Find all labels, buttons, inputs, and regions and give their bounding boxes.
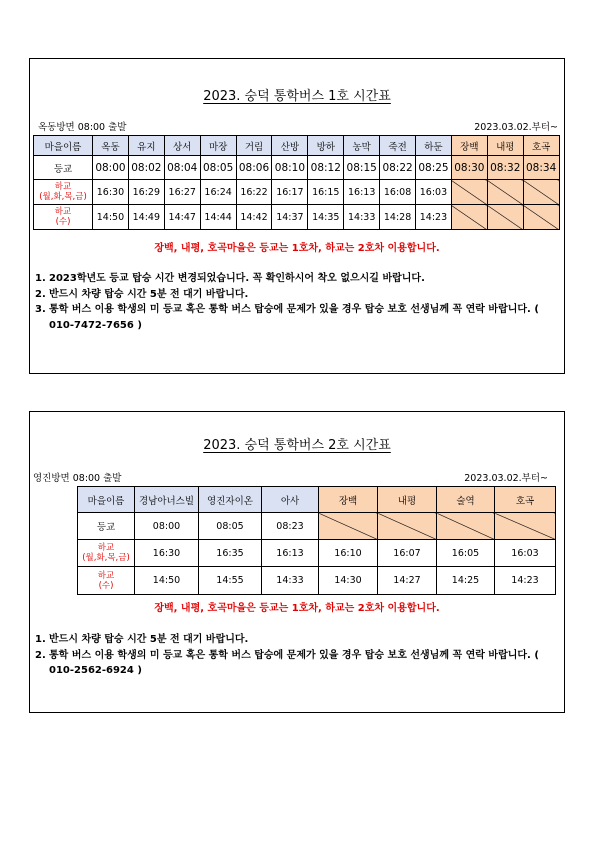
time-cell: 08:05	[199, 513, 262, 540]
bus2-notes-list	[35, 632, 560, 679]
header-cell: 옥동	[93, 136, 129, 156]
note-item: 2. 반드시 차량 탑승 시간 5분 전 대기 바랍니다.	[35, 288, 249, 300]
note-text: 반드시 차량 탑승 시간 5분 전 대기 바랍니다.	[49, 288, 249, 300]
bus1-header-row	[34, 136, 560, 156]
note-text: 2023학년도 등교 탑승 시간 변경되었습니다. 꼭 확인하시어 착오 없으시길 바랍니다.	[49, 273, 425, 284]
note-item: 1. 반드시 차량 탑승 시간 5분 전 대기 바랍니다.	[35, 634, 249, 645]
bus2-header-row	[78, 487, 556, 513]
bus1-route-label: 옥동방면 08:00 출발	[38, 122, 127, 133]
header-cell: 호곡	[523, 136, 559, 156]
time-cell: 14:30	[319, 567, 378, 595]
header-cell: 마장	[200, 136, 236, 156]
header-cell: 마을이름	[34, 136, 93, 156]
header-cell: 마을이름	[78, 487, 135, 513]
time-cell: 16:30	[135, 540, 199, 567]
time-cell: 08:34	[523, 156, 559, 180]
no-service-cell	[523, 180, 559, 205]
time-cell: 14:23	[495, 567, 556, 595]
time-cell: 16:03	[495, 540, 556, 567]
header-cell: 호곡	[495, 487, 556, 513]
note-text: 반드시 차량 탑승 시간 5분 전 대기 바랍니다.	[49, 634, 249, 645]
row-label: 하교 (수)	[78, 567, 135, 595]
header-cell: 하둔	[416, 136, 452, 156]
header-cell: 내평	[378, 487, 437, 513]
time-cell: 16:22	[236, 180, 272, 205]
time-cell: 08:25	[416, 156, 452, 180]
note-text: 통학 버스 이용 학생의 미 등교 혹은 통학 버스 탑승에 문제가 있을 경우 탑승 보호 선생님께 꼭 연락 바랍니다. ( 010-7472-7656 )	[49, 304, 539, 331]
time-cell: 08:30	[451, 156, 487, 180]
time-cell: 08:02	[128, 156, 164, 180]
time-cell: 08:22	[380, 156, 416, 180]
time-cell: 16:13	[344, 180, 380, 205]
time-cell: 14:55	[199, 567, 262, 595]
header-cell: 경남아너스빌	[135, 487, 199, 513]
time-cell: 16:35	[199, 540, 262, 567]
time-cell: 14:25	[437, 567, 495, 595]
row-label: 하교 (월,화,목,금)	[78, 540, 135, 567]
time-cell: 08:23	[262, 513, 319, 540]
bus1-timetable-panel	[29, 58, 565, 374]
no-service-cell	[378, 513, 437, 540]
bus2-row-morning	[78, 513, 556, 540]
header-cell: 상서	[164, 136, 200, 156]
time-cell: 16:05	[437, 540, 495, 567]
time-cell: 14:27	[378, 567, 437, 595]
time-cell: 14:50	[135, 567, 199, 595]
header-cell: 장백	[451, 136, 487, 156]
header-cell: 술역	[437, 487, 495, 513]
no-service-cell	[437, 513, 495, 540]
bus1-row-afternoon	[34, 180, 560, 205]
header-cell: 거림	[236, 136, 272, 156]
bus1-schedule-table	[33, 135, 560, 230]
row-label: 하교 (수)	[34, 205, 93, 230]
no-service-cell	[487, 205, 523, 230]
time-cell: 14:42	[236, 205, 272, 230]
header-cell: 유지	[128, 136, 164, 156]
row-label: 하교 (월,화,목,금)	[34, 180, 93, 205]
no-service-cell	[319, 513, 378, 540]
time-cell: 16:29	[128, 180, 164, 205]
time-cell: 08:10	[272, 156, 308, 180]
note-text: 통학 버스 이용 학생의 미 등교 혹은 통학 버스 탑승에 문제가 있을 경우 탑승 보호 선생님께 꼭 연락 바랍니다. ( 010-2562-6924 )	[49, 649, 539, 676]
time-cell: 08:04	[164, 156, 200, 180]
no-service-cell	[523, 205, 559, 230]
no-service-cell	[495, 513, 556, 540]
note-item: 3. 통학 버스 이용 학생의 미 등교 혹은 통학 버스 탑승에 문제가 있을 경우 탑승 보호 선생님께 꼭 연락 바랍니다. ( 010-7472-7656 )	[35, 304, 539, 331]
bus1-red-notice: 장백, 내평, 호곡마을은 등교는 1호차, 하교는 2호차 이용합니다.	[154, 243, 440, 254]
time-cell: 16:07	[378, 540, 437, 567]
time-cell: 14:37	[272, 205, 308, 230]
bus2-red-notice: 장백, 내평, 호곡마을은 등교는 1호차, 하교는 2호차 이용합니다.	[154, 603, 440, 614]
time-cell: 14:28	[380, 205, 416, 230]
time-cell: 16:08	[380, 180, 416, 205]
time-cell: 16:13	[262, 540, 319, 567]
header-cell: 아사	[262, 487, 319, 513]
time-cell: 08:12	[308, 156, 344, 180]
time-cell: 16:30	[93, 180, 129, 205]
note-item: 1. 2023학년도 등교 탑승 시간 변경되었습니다. 꼭 확인하시어 착오 없으시길 바랍니다.	[35, 273, 425, 284]
row-label: 등교	[78, 513, 135, 540]
time-cell: 14:33	[344, 205, 380, 230]
time-cell: 14:35	[308, 205, 344, 230]
time-cell: 16:24	[200, 180, 236, 205]
bus2-schedule-table	[77, 486, 556, 595]
header-cell: 영진자이온	[199, 487, 262, 513]
time-cell: 08:00	[93, 156, 129, 180]
time-cell: 14:47	[164, 205, 200, 230]
time-cell: 08:06	[236, 156, 272, 180]
header-cell: 농막	[344, 136, 380, 156]
time-cell: 16:15	[308, 180, 344, 205]
time-cell: 14:49	[128, 205, 164, 230]
bus2-route-label: 영진방면 08:00 출발	[33, 473, 122, 484]
time-cell: 08:15	[344, 156, 380, 180]
bus2-effective-date: 2023.03.02.부터~	[464, 473, 548, 484]
time-cell: 16:10	[319, 540, 378, 567]
time-cell: 16:03	[416, 180, 452, 205]
bus2-title: 2023. 숭덕 통학버스 2호 시간표	[203, 438, 391, 453]
time-cell: 14:44	[200, 205, 236, 230]
no-service-cell	[451, 205, 487, 230]
header-cell: 방하	[308, 136, 344, 156]
header-cell: 산방	[272, 136, 308, 156]
header-cell: 죽전	[380, 136, 416, 156]
bus1-row-morning	[34, 156, 560, 180]
time-cell: 14:33	[262, 567, 319, 595]
time-cell: 08:32	[487, 156, 523, 180]
time-cell: 14:23	[416, 205, 452, 230]
header-cell: 내평	[487, 136, 523, 156]
row-label: 등교	[34, 156, 93, 180]
bus2-timetable-panel	[29, 411, 565, 713]
bus1-effective-date: 2023.03.02.부터~	[474, 122, 558, 133]
note-item: 2. 통학 버스 이용 학생의 미 등교 혹은 통학 버스 탑승에 문제가 있을 경우 탑승 보호 선생님께 꼭 연락 바랍니다. ( 010-2562-6924 )	[35, 649, 539, 676]
bus1-notes-list	[35, 271, 560, 333]
header-cell: 장백	[319, 487, 378, 513]
time-cell: 16:27	[164, 180, 200, 205]
bus1-row-wednesday	[34, 205, 560, 230]
bus2-row-wednesday	[78, 567, 556, 595]
time-cell: 16:17	[272, 180, 308, 205]
bus2-row-afternoon	[78, 540, 556, 567]
time-cell: 08:05	[200, 156, 236, 180]
time-cell: 14:50	[93, 205, 129, 230]
no-service-cell	[451, 180, 487, 205]
bus1-title: 2023. 숭덕 통학버스 1호 시간표	[203, 89, 391, 104]
no-service-cell	[487, 180, 523, 205]
time-cell: 08:00	[135, 513, 199, 540]
